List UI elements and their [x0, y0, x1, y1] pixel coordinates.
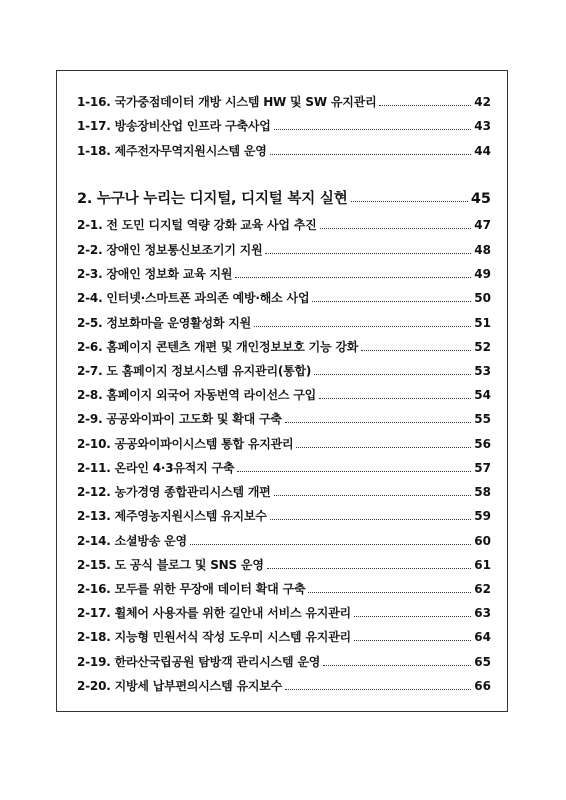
toc-entry-2-17[interactable] [77, 604, 491, 622]
toc-entry-label: 2-20. 지방세 납부편의시스템 유지보수 [77, 679, 283, 693]
toc-entry-page: 47 [474, 218, 491, 232]
leader-dots [285, 689, 471, 690]
toc-entry-page: 49 [474, 267, 491, 281]
toc-entry-2-20[interactable] [77, 677, 491, 695]
toc-entry-page: 58 [474, 485, 491, 499]
toc-entry-label: 2-6. 홈페이지 콘텐츠 개편 및 개인정보보호 기능 강화 [77, 340, 359, 354]
toc-entry-2-10[interactable] [77, 435, 491, 453]
toc-entry-page: 57 [474, 461, 491, 475]
leader-dots [267, 568, 472, 569]
toc-entry-2-11[interactable] [77, 459, 491, 477]
toc-entry-page: 60 [474, 534, 491, 548]
leader-dots [320, 228, 472, 229]
leader-dots [351, 201, 468, 202]
leader-dots [296, 447, 471, 448]
toc-entry-label: 2-19. 한라산국립공원 탐방객 관리시스템 운영 [77, 655, 321, 669]
toc-entry-page: 42 [474, 95, 491, 109]
toc-section-2[interactable] [77, 187, 491, 209]
toc-entry-2-16[interactable] [77, 580, 491, 598]
toc-entry-page: 51 [474, 316, 491, 330]
leader-dots [274, 129, 472, 130]
toc-entry-2-14[interactable] [77, 532, 491, 550]
leader-dots [265, 253, 471, 254]
toc-entry-label: 2-1. 전 도민 디지털 역량 강화 교육 사업 추진 [77, 218, 317, 232]
leader-dots [235, 277, 471, 278]
toc-entry-2-4[interactable] [77, 289, 491, 307]
leader-dots [361, 350, 471, 351]
leader-dots [354, 640, 471, 641]
leader-dots [379, 105, 471, 106]
toc-entry-label: 1-16. 국가중점데이터 개방 시스템 HW 및 SW 유지관리 [77, 95, 377, 109]
toc-frame [56, 70, 508, 712]
toc-entry-2-8[interactable] [77, 386, 491, 404]
toc-entry-label: 2-18. 지능형 민원서식 작성 도우미 시스템 유지관리 [77, 630, 351, 644]
toc-entry-label: 2-15. 도 공식 블로그 및 SNS 운영 [77, 558, 264, 572]
toc-entry-page: 54 [474, 388, 491, 402]
toc-entry-label: 2-4. 인터넷·스마트폰 과의존 예방·해소 사업 [77, 291, 310, 305]
toc-entry-label: 2-14. 소셜방송 운영 [77, 534, 187, 548]
leader-dots [190, 544, 471, 545]
toc-entry-label: 2-5. 정보화마을 운영활성화 지원 [77, 316, 252, 330]
leader-dots [274, 495, 472, 496]
toc-entry-2-6[interactable] [77, 338, 491, 356]
toc-entry-page: 53 [474, 364, 491, 378]
toc-entry-1-16[interactable] [77, 93, 491, 111]
toc-entry-label: 2-3. 장애인 정보화 교육 지원 [77, 267, 233, 281]
leader-dots [254, 326, 471, 327]
toc-entry-page: 56 [474, 437, 491, 451]
toc-entry-2-15[interactable] [77, 556, 491, 574]
toc-entry-2-3[interactable] [77, 265, 491, 283]
toc-entry-2-7[interactable] [77, 362, 491, 380]
toc-entry-page: 61 [474, 558, 491, 572]
toc-entry-2-19[interactable] [77, 653, 491, 671]
toc-entry-2-9[interactable] [77, 410, 491, 428]
toc-entry-page: 43 [474, 119, 491, 133]
toc-entry-page: 55 [474, 412, 491, 426]
toc-entry-2-2[interactable] [77, 241, 491, 259]
toc-entry-label: 2-13. 제주영농지원시스템 유지보수 [77, 509, 267, 523]
toc-entry-label: 2-9. 공공와이파이 고도화 및 확대 구축 [77, 412, 282, 426]
leader-dots [270, 154, 472, 155]
toc-entry-label: 2-11. 온라인 4·3유적지 구축 [77, 461, 235, 475]
leader-dots [285, 422, 471, 423]
toc-entry-label: 2-7. 도 홈페이지 정보시스템 유지관리(통합) [77, 364, 312, 378]
leader-dots [354, 616, 471, 617]
toc-entry-page: 52 [474, 340, 491, 354]
toc-entry-page: 65 [474, 655, 491, 669]
leader-dots [312, 301, 471, 302]
toc-entry-label: 1-18. 제주전자무역지원시스템 운영 [77, 144, 267, 158]
toc-entry-page: 62 [474, 582, 491, 596]
toc-entry-page: 66 [474, 679, 491, 693]
toc-entry-2-13[interactable] [77, 507, 491, 525]
toc-entry-page: 50 [474, 291, 491, 305]
toc-section-label: 2. 누구나 누리는 디지털, 디지털 복지 실현 [77, 191, 348, 207]
leader-dots [270, 519, 472, 520]
toc-section-page: 45 [470, 191, 491, 207]
toc-entry-page: 64 [474, 630, 491, 644]
toc-entry-2-12[interactable] [77, 483, 491, 501]
toc-entry-page: 48 [474, 243, 491, 257]
toc-entry-label: 1-17. 방송장비산업 인프라 구축사업 [77, 119, 271, 133]
leader-dots [308, 592, 471, 593]
toc-entry-2-1[interactable] [77, 216, 491, 234]
toc-entry-label: 2-12. 농가경영 종합관리시스템 개편 [77, 485, 271, 499]
leader-dots [237, 471, 471, 472]
toc-entry-label: 2-17. 휠체어 사용자를 위한 길안내 서비스 유지관리 [77, 606, 351, 620]
toc-entry-page: 63 [474, 606, 491, 620]
leader-dots [323, 665, 471, 666]
toc-entry-page: 59 [474, 509, 491, 523]
toc-entry-page: 44 [474, 144, 491, 158]
leader-dots [319, 398, 471, 399]
toc-entry-2-5[interactable] [77, 314, 491, 332]
toc-entry-label: 2-2. 장애인 정보통신보조기기 지원 [77, 243, 263, 257]
toc-entry-2-18[interactable] [77, 628, 491, 646]
toc-entry-1-17[interactable] [77, 117, 491, 135]
toc-entry-label: 2-8. 홈페이지 외국어 자동번역 라이선스 구입 [77, 388, 316, 402]
toc-entry-1-18[interactable] [77, 142, 491, 160]
leader-dots [314, 374, 471, 375]
toc-entry-label: 2-16. 모두를 위한 무장애 데이터 확대 구축 [77, 582, 306, 596]
toc-entry-label: 2-10. 공공와이파이시스템 통합 유지관리 [77, 437, 294, 451]
